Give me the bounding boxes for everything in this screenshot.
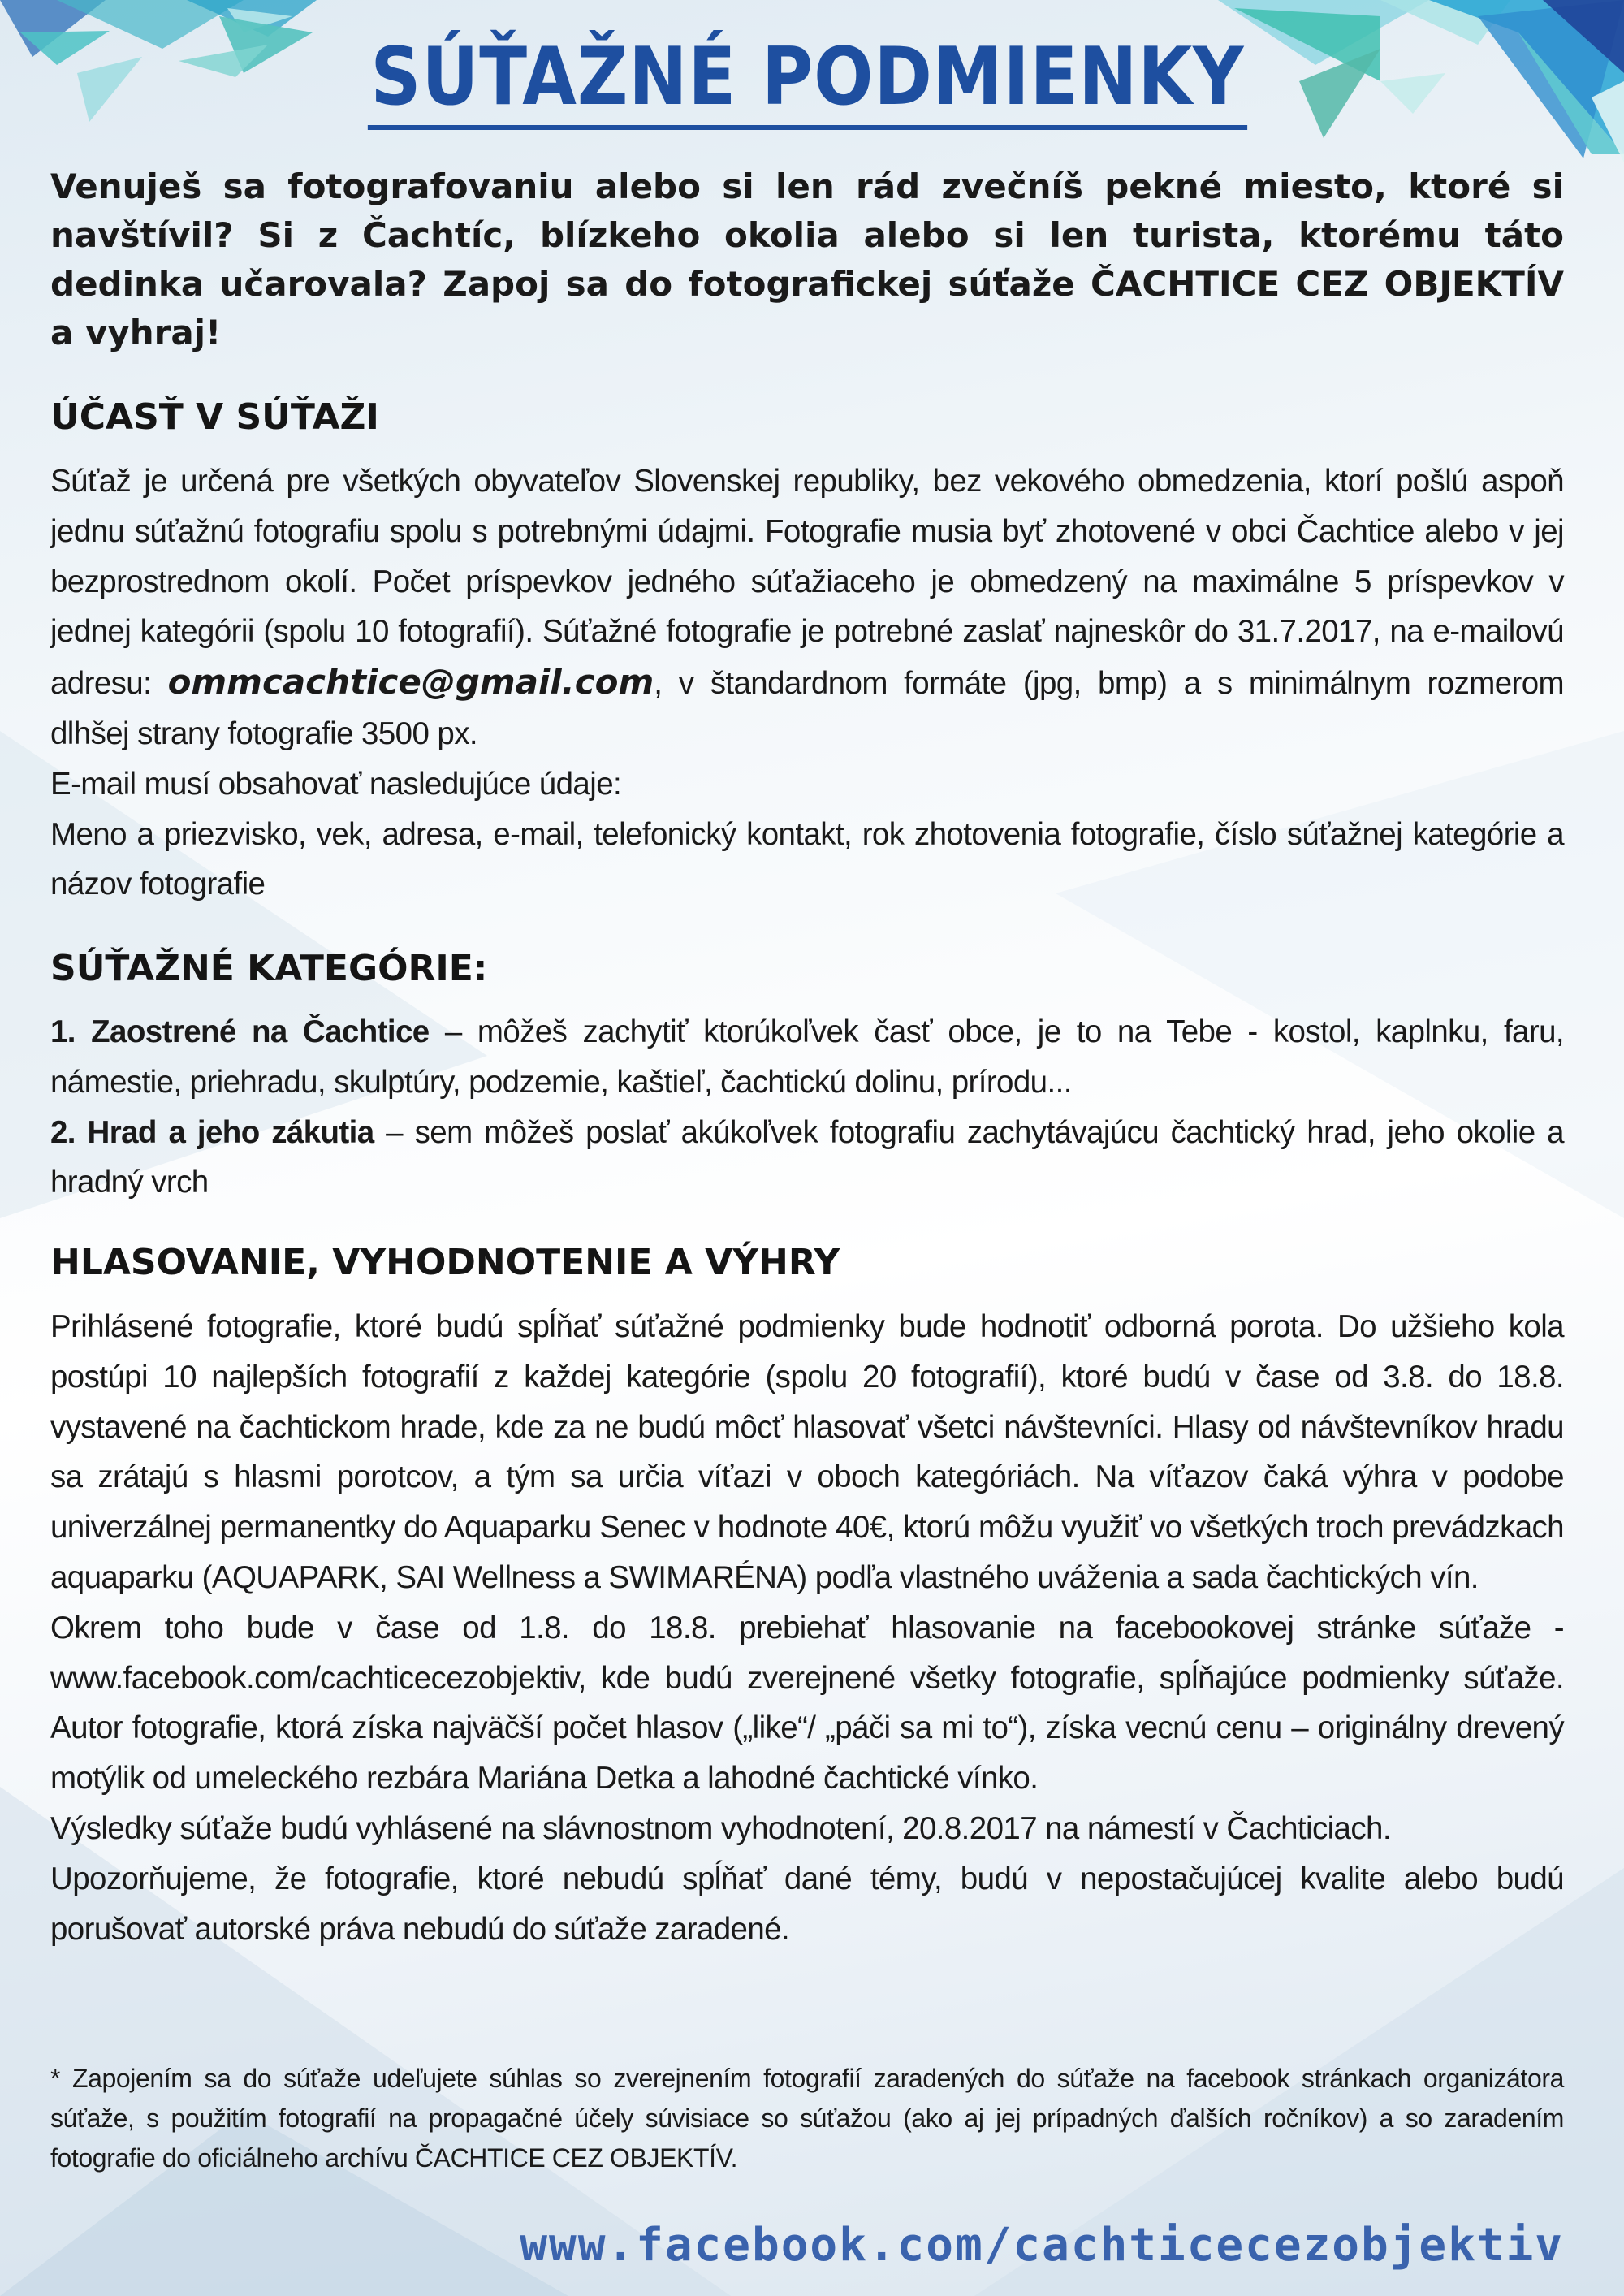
intro-paragraph: Venuješ sa fotografovaniu alebo si len rád zvečníš pekné miesto, ktoré si navštívil? Si z Čachtíc, blízkeho okolia alebo si len turista, ktorému táto dedinka učarovala? Zapoj sa do fotografickej súťaže ČACHTICE CEZ OBJEKTÍV a vyhraj!: [50, 166, 1564, 352]
voting-heading: HLASOVANIE, VYHODNOTENIE A VÝHRY: [50, 1242, 840, 1283]
required-fields-text: Meno a priezvisko, vek, adresa, e-mail, telefonický kontakt, rok zhotovenia fotografie, číslo súťažnej kategórie a názov fotografie: [50, 816, 1564, 902]
category-name: 1. Zaostrené na Čachtice: [50, 1014, 430, 1049]
category-name: 2. Hrad a jeho zákutia: [50, 1114, 374, 1150]
categories-heading: SÚŤAŽNÉ KATEGÓRIE:: [50, 948, 488, 989]
voting-paragraph: Prihlásené fotografie, ktoré budú spĺňať súťažné podmienky bude hodnotiť odborná porota. Do užšieho kola postúpi 10 najlepších fotografií z každej kategórie (spolu 20 fotografií), ktoré budú v čase od 3.8. do 18.8. vystavené na čachtickom hrade, kde za ne budú môcť hlasovať všetci návštevníci. Hlasy od návštevníkov hradu sa zrátajú s hlasmi porotcov, a tým sa určia víťazi v oboch kategóriách. Na víťazov čaká výhra v podobe univerzálnej permanentky do Aquaparku Senec v hodnote 40€, ktorú môžu využiť vo všetkých troch prevádzkach aquaparku (AQUAPARK, SAI Wellness a SWIMARÉNA) podľa vlastného uváženia a sada čachtických vín.: [50, 1309, 1564, 1595]
page-title-wrap: [50, 29, 1564, 130]
page-title: SÚŤAŽNÉ PODMIENKY: [367, 29, 1246, 130]
category-description: – sem môžeš poslať akúkoľvek fotografiu zachytávajúcu čachtický hrad, jeho okolie a hradný vrch: [50, 1114, 1564, 1200]
facebook-url-link[interactable]: www.facebook.com/cachticecezobjektiv: [520, 2219, 1564, 2272]
participation-section: [50, 456, 1564, 910]
warning-paragraph: Upozorňujeme, že fotografie, ktoré nebudú spĺňať dané témy, budú v nepostačujúcej kvalite alebo budú porušovať autorské práva nebudú do súťaže zaradené.: [50, 1861, 1564, 1947]
consent-footnote: * Zapojením sa do súťaže udeľujete súhlas so zverejnením fotografií zaradených do súťaže na facebook stránkach organizátora súťaže, s použitím fotografií na propagačné účely súvisiace so súťažou (ako aj jej prípadných ďalších ročníkov) a so zaradením fotografie do oficiálneho archívu ČACHTICE CEZ OBJEKTÍV.: [50, 2064, 1564, 2173]
email-requirements-label: E-mail musí obsahovať nasledujúce údaje:: [50, 766, 622, 802]
facebook-voting-paragraph: Okrem toho bude v čase od 1.8. do 18.8. prebiehať hlasovanie na facebookovej stránke súťaže - www.facebook.com/cachticecezobjektiv, kde budú zverejnené všetky fotografie, spĺňajúce podmienky súťaže. Autor fotografie, ktorá získa najväčší počet hlasov („like“/ „páči sa mi to“), získa vecnú cenu – originálny drevený motýlik od umeleckého rezbára Mariána Detka a lahodné čachtické vínko.: [50, 1610, 1564, 1797]
voting-section: [50, 1302, 1564, 1954]
category-item: [50, 1007, 1564, 1108]
category-item: [50, 1108, 1564, 1209]
results-paragraph: Výsledky súťaže budú vyhlásené na slávnostnom vyhodnotení, 20.8.2017 na námestí v Čachticiach.: [50, 1810, 1391, 1846]
participation-heading: ÚČASŤ V SÚŤAŽI: [50, 396, 379, 438]
participation-text-after-email: , v štandardnom formáte (jpg, bmp) a s minimálnym rozmerom dlhšej strany fotografie 3500 px.: [50, 666, 1565, 751]
participation-text: [50, 456, 1564, 759]
participation-text-before-email: Súťaž je určená pre všetkých obyvateľov Slovenskej republiky, bez vekového obmedzenia, ktorí pošlú aspoň jednu súťažnú fotografiu spolu s potrebnými údajmi. Fotografie musia byť zhotovené v obci Čachtice alebo v jej bezprostrednom okolí. Počet príspevkov jedného súťažiaceho je obmedzený na maximálne 5 príspevkov v jednej kategórii (spolu 10 fotografií). Súťažné fotografie je potrebné zaslať najneskôr do 31.7.2017, na e-mailovú adresu:: [50, 464, 1564, 702]
contest-email-link[interactable]: ommcachtice@gmail.com: [167, 662, 654, 703]
categories-section: [50, 1007, 1564, 1208]
category-description: – môžeš zachytiť ktorúkoľvek časť obce, je to na Tebe - kostol, kaplnku, faru, námestie, priehradu, skulptúry, podzemie, kaštieľ, čachtickú dolinu, prírodu...: [50, 1014, 1564, 1100]
